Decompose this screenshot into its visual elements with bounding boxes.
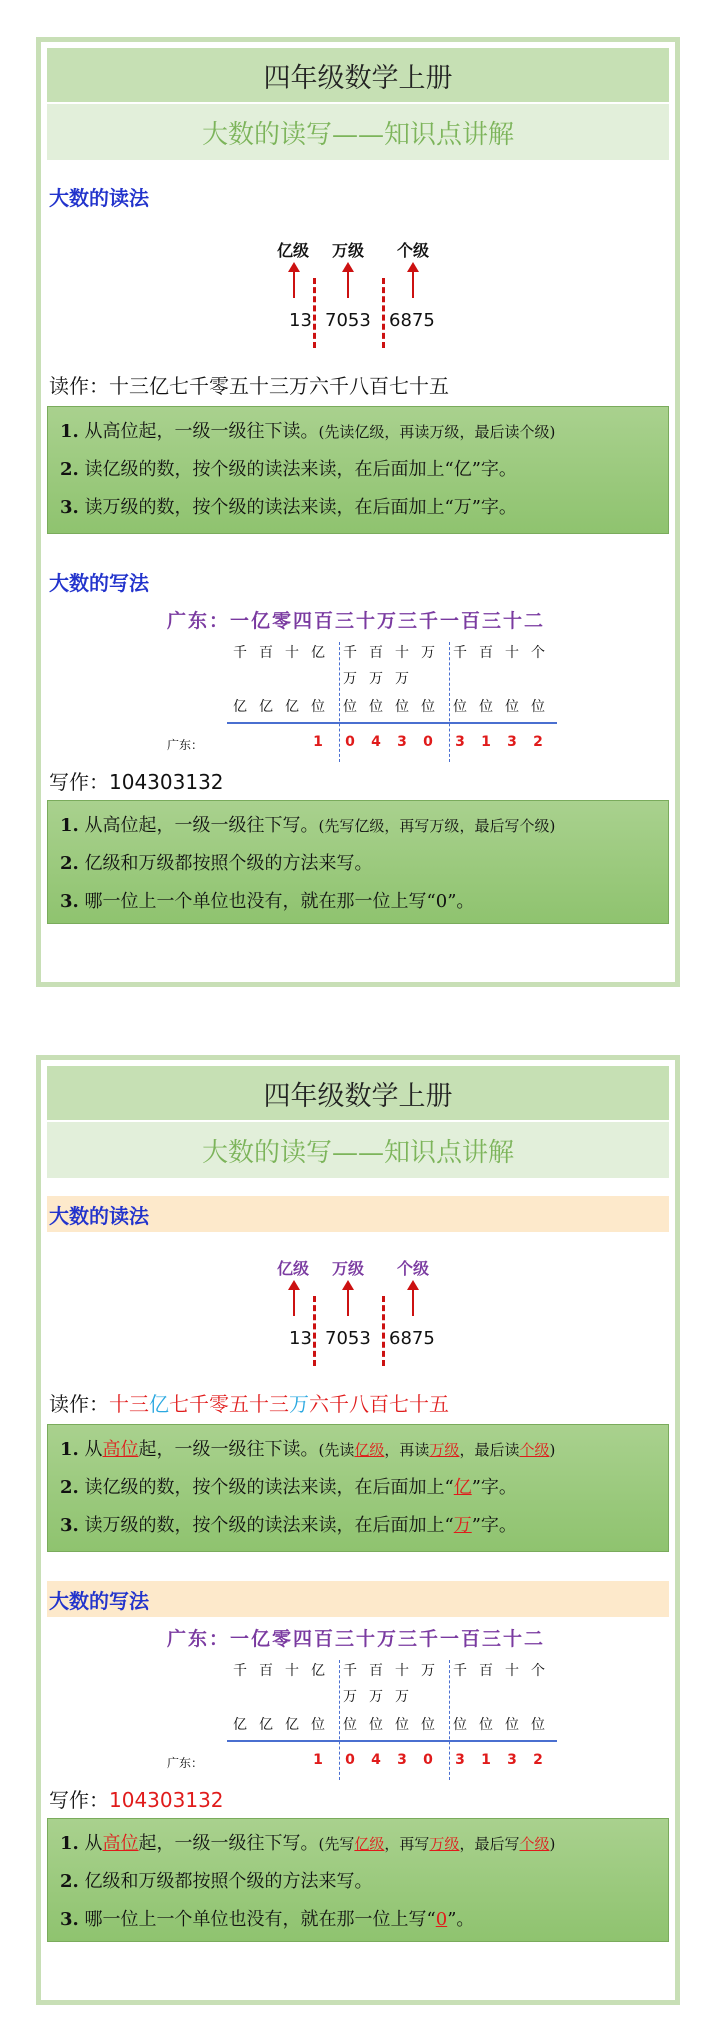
writing-rules-box xyxy=(47,1818,669,1942)
level-label-yi: 亿级 xyxy=(277,1259,310,1278)
rule-item: 3. 哪一位上一个单位也没有，就在那一位上写“0”。 xyxy=(60,1909,475,1930)
reading-label: 读作： xyxy=(49,1392,109,1416)
reading-part: 六千八百七十五 xyxy=(309,1392,449,1416)
digit: 0 xyxy=(345,1752,355,1768)
example-title: 广东：一亿零四百三十万三千一百三十二 xyxy=(167,1628,546,1650)
level-divider xyxy=(313,278,316,348)
page-subtitle: 大数的读写——知识点讲解 xyxy=(47,1122,669,1178)
rule-item: 2. 亿级和万级都按照个级的方法来写。 xyxy=(60,853,373,874)
digit: 4 xyxy=(371,1752,381,1768)
number-part-wan: 7053 xyxy=(325,1328,371,1349)
number-part-ge: 6875 xyxy=(389,1328,435,1349)
rule-item: 2. 读亿级的数，按个级的读法来读，在后面加上“亿”字。 xyxy=(60,1477,517,1498)
level-diagram xyxy=(277,238,477,358)
place-value-table: 广东：一亿零四百三十万三千一百三十二 千 百 十 亿 千 百 十 万 千 百 十 个 万 万 万 亿 亿 亿 位 位 位 位 位 位 位 位 位 广东： 1 0 4 3 0 3 1 3 2 xyxy=(107,1624,567,1794)
up-arrow-icon xyxy=(347,268,349,298)
reading-heading: 大数的读法 xyxy=(47,1196,669,1232)
number-part-yi: 13 xyxy=(289,1328,312,1349)
number-part-ge: 6875 xyxy=(389,310,435,331)
digit: 1 xyxy=(313,1752,323,1768)
level-label-yi: 亿级 xyxy=(277,241,310,260)
card-inner xyxy=(47,48,669,912)
page-subtitle: 大数的读写——知识点讲解 xyxy=(47,104,669,160)
baseline xyxy=(227,1740,557,1742)
digits-label: 广东： xyxy=(167,738,204,752)
level-diagram xyxy=(277,1256,477,1376)
level-label-wan: 万级 xyxy=(332,1259,365,1278)
up-arrow-icon xyxy=(293,1286,295,1316)
rule-item: 1. 从高位起，一级一级往下写。(先写亿级，再写万级，最后写个级) xyxy=(60,815,556,836)
up-arrow-icon xyxy=(412,268,414,298)
rule-item: 3. 哪一位上一个单位也没有，就在那一位上写“0”。 xyxy=(60,891,475,912)
rule-item: 1. 从高位起，一级一级往下写。(先写亿级，再写万级，最后写个级) xyxy=(60,1833,556,1854)
digit: 0 xyxy=(423,734,433,750)
level-divider xyxy=(382,1296,385,1366)
level-label-ge: 个级 xyxy=(397,1259,430,1278)
digit: 3 xyxy=(455,1752,465,1768)
digit: 3 xyxy=(397,1752,407,1768)
rule-item: 1. 从高位起，一级一级往下读。(先读亿级，再读万级，最后读个级) xyxy=(60,421,556,442)
writing-label: 写作： xyxy=(49,770,109,794)
writing-rules-box xyxy=(47,800,669,924)
page-title: 四年级数学上册 xyxy=(47,1066,669,1120)
reading-text: 十三亿七千零五十三万六千八百七十五 xyxy=(109,374,449,398)
level-label-ge: 个级 xyxy=(397,241,430,260)
rule-item: 3. 读万级的数，按个级的读法来读，在后面加上“万”字。 xyxy=(60,497,517,518)
reading-result xyxy=(49,370,449,399)
lesson-card-plain xyxy=(36,37,680,987)
writing-heading: 大数的写法 xyxy=(49,570,149,595)
card-inner xyxy=(47,1066,669,1930)
writing-result xyxy=(49,1784,224,1813)
example-title: 广东：一亿零四百三十万三千一百三十二 xyxy=(167,610,546,632)
reading-unit: 万 xyxy=(289,1392,309,1416)
rule-item: 3. 读万级的数，按个级的读法来读，在后面加上“万”字。 xyxy=(60,1515,517,1536)
up-arrow-icon xyxy=(293,268,295,298)
page-title: 四年级数学上册 xyxy=(47,48,669,102)
digit: 3 xyxy=(507,734,517,750)
digit: 3 xyxy=(507,1752,517,1768)
reading-result xyxy=(49,1388,449,1417)
digit: 1 xyxy=(481,734,491,750)
rule-item: 1. 从高位起，一级一级往下读。(先读亿级，再读万级，最后读个级) xyxy=(60,1439,556,1460)
baseline xyxy=(227,722,557,724)
writing-value: 104303132 xyxy=(109,770,224,794)
lesson-card-highlighted xyxy=(36,1055,680,2005)
level-divider xyxy=(382,278,385,348)
reading-heading: 大数的读法 xyxy=(49,185,149,210)
digit: 2 xyxy=(533,734,543,750)
digit: 0 xyxy=(423,1752,433,1768)
up-arrow-icon xyxy=(347,1286,349,1316)
digit: 0 xyxy=(345,734,355,750)
digit: 2 xyxy=(533,1752,543,1768)
reading-part: 七千零五十三 xyxy=(169,1392,289,1416)
number-part-wan: 7053 xyxy=(325,310,371,331)
reading-label: 读作： xyxy=(49,374,109,398)
digit: 4 xyxy=(371,734,381,750)
number-part-yi: 13 xyxy=(289,310,312,331)
up-arrow-icon xyxy=(412,1286,414,1316)
digits-label: 广东： xyxy=(167,1756,204,1770)
reading-part: 十三 xyxy=(109,1392,149,1416)
reading-rules-box xyxy=(47,406,669,534)
reading-unit: 亿 xyxy=(149,1392,169,1416)
digit: 1 xyxy=(481,1752,491,1768)
writing-heading: 大数的写法 xyxy=(47,1581,669,1617)
place-value-table: 广东：一亿零四百三十万三千一百三十二 千 百 十 亿 千 百 十 万 千 百 十 个 万 万 万 亿 亿 亿 位 位 位 位 位 位 位 位 位 广东： 1 0 4 3 0 3 1 3 2 xyxy=(107,606,567,776)
writing-result xyxy=(49,766,224,795)
digit: 3 xyxy=(455,734,465,750)
level-label-wan: 万级 xyxy=(332,241,365,260)
writing-label: 写作： xyxy=(49,1788,109,1812)
reading-rules-box xyxy=(47,1424,669,1552)
level-divider xyxy=(313,1296,316,1366)
rule-item: 2. 读亿级的数，按个级的读法来读，在后面加上“亿”字。 xyxy=(60,459,517,480)
rule-item: 2. 亿级和万级都按照个级的方法来写。 xyxy=(60,1871,373,1892)
writing-value: 104303132 xyxy=(109,1788,224,1812)
digit: 1 xyxy=(313,734,323,750)
digit: 3 xyxy=(397,734,407,750)
